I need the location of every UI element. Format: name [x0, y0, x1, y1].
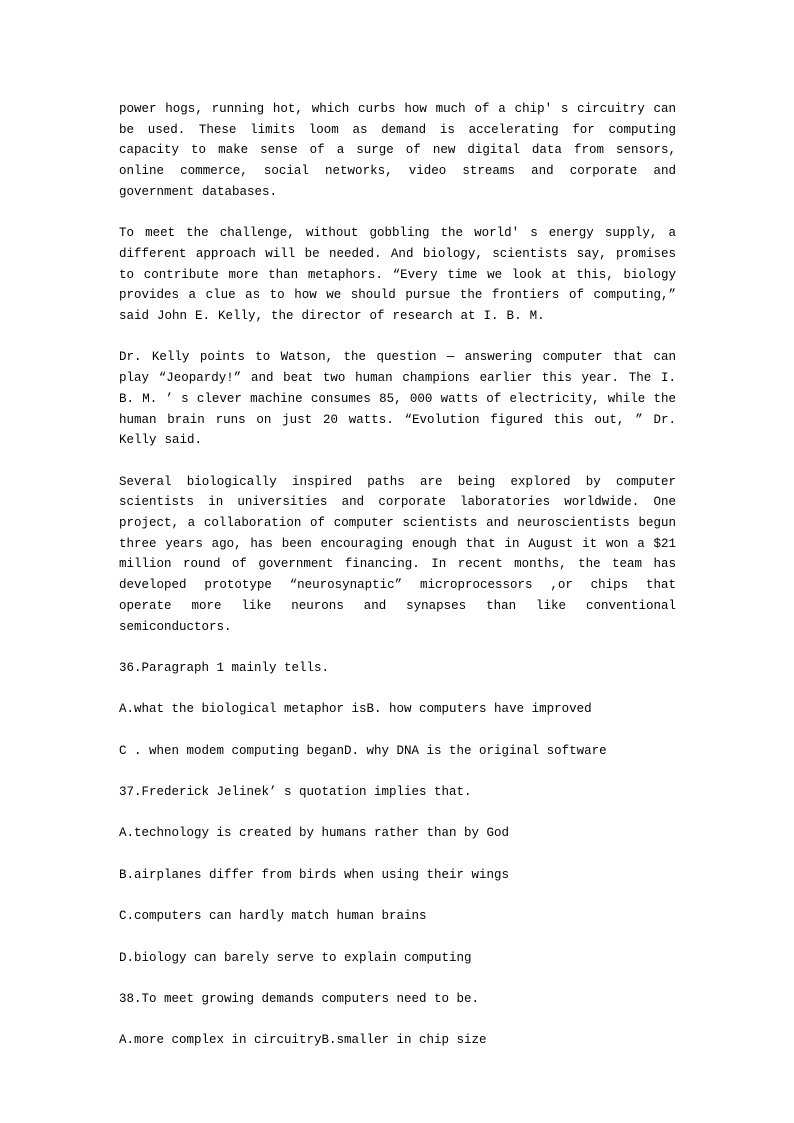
question-37-option-d: D.biology can barely serve to explain computing: [119, 950, 472, 965]
question-37-stem: 37.Frederick Jelinek’ s quotation implies that.: [119, 785, 472, 800]
question-38-stem: 38.To meet growing demands computers need to be.: [119, 992, 480, 1007]
reading-passage: [119, 99, 676, 637]
question-36-options-cd: C . when modem computing beganD. why DNA is the original software: [119, 743, 607, 758]
question-38-options-ab: A.more complex in circuitryB.smaller in chip size: [119, 1033, 487, 1048]
question-36-stem: 36.Paragraph 1 mainly tells.: [119, 660, 330, 675]
question-36-options-ab: A.what the biological metaphor isB. how computers have improved: [119, 702, 592, 717]
passage-paragraph-4: Several biologically inspired paths are being explored by computer scientists in universities and corporate laboratories worldwide. One project, a collaboration of computer scientists and neuroscientists begun three years ago, has been encouraging enough that in August it won a $21 million round of government financing. In recent months, the team has developed prototype “neurosynaptic” microprocessors ,or chips that operate more like neurons and synapses than like conventional semiconductors.: [119, 474, 676, 634]
questions-section: [119, 658, 676, 1051]
question-37-option-b: B.airplanes differ from birds when using their wings: [119, 867, 510, 882]
passage-paragraph-2: To meet the challenge, without gobbling the world' s energy supply, a different approach will be needed. And biology, scientists say, promises to contribute more than metaphors. “Every time we look at this, biology provides a clue as to how we should pursue the frontiers of computing,” said John E. Kelly, the director of research at I. B. M.: [119, 226, 676, 324]
passage-paragraph-1: power hogs, running hot, which curbs how much of a chip' s circuitry can be used. These limits loom as demand is accelerating for computing capacity to make sense of a surge of new digital data from sensors, online commerce, social networks, video streams and corporate and government databases.: [119, 102, 676, 199]
passage-paragraph-3: Dr. Kelly points to Watson, the question — answering computer that can play “Jeopardy!” and beat two human champions earlier this year. The I. B. M. ’ s clever machine consumes 85, 000 watts of electricity, while the human brain runs on just 20 watts. “Evolution figured this out, ” Dr. Kelly said.: [119, 350, 676, 448]
question-37-option-a: A.technology is created by humans rather than by God: [119, 826, 510, 841]
question-37-option-c: C.computers can hardly match human brains: [119, 909, 427, 924]
